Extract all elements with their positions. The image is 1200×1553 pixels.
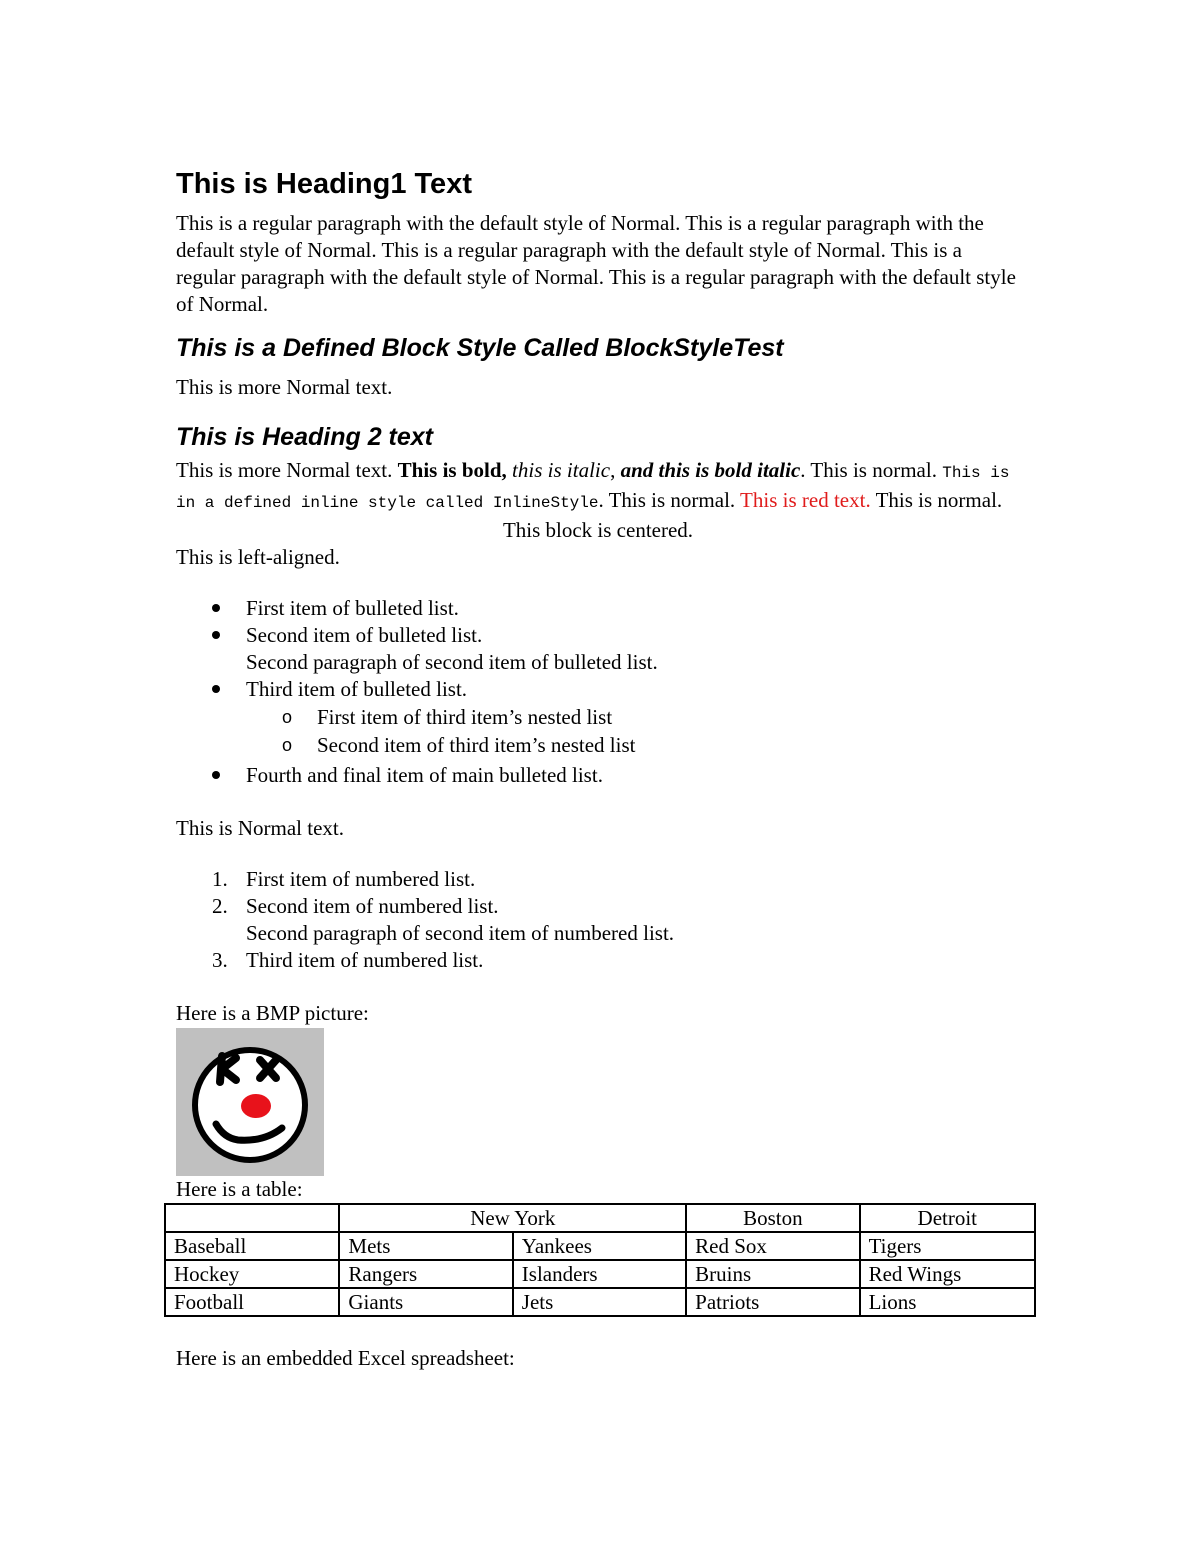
list-item-text: First item of bulleted list.: [246, 596, 459, 620]
table-row: [165, 1260, 1035, 1288]
mixed-text-1: This is more Normal text.: [176, 458, 398, 482]
bmp-picture-label: Here is a BMP picture:: [176, 1001, 369, 1025]
table-cell: Bruins: [686, 1260, 859, 1288]
table-cell: Rangers: [339, 1260, 512, 1288]
table-cell: Baseball: [165, 1232, 339, 1260]
list-number: 1.: [212, 867, 228, 891]
clown-face-icon: [176, 1028, 324, 1176]
nested-list-item: [246, 704, 1020, 731]
inline-style-text: This is in a defined inline style called InlineStyle: [176, 464, 1010, 512]
list-item-text: Second item of bulleted list.: [246, 623, 483, 647]
bullet-icon: [212, 604, 220, 612]
bulleted-list: [176, 595, 1020, 789]
bmp-picture: [176, 1028, 324, 1176]
mixed-text-3: ,: [610, 458, 621, 482]
block-style-heading: This is a Defined Block Style Called BlockStyleTest: [176, 334, 784, 362]
teams-table: [164, 1203, 1036, 1317]
list-item-second-paragraph: Second paragraph of second item of bulleted list.: [246, 650, 658, 674]
list-item: [176, 676, 1020, 759]
red-text: This is red text.: [740, 488, 871, 512]
nested-list: [246, 704, 1020, 759]
nested-list-item-text: First item of third item’s nested list: [317, 705, 613, 729]
numbered-list-item: [176, 947, 1020, 974]
table-cell: Red Wings: [860, 1260, 1035, 1288]
table-header-row: [165, 1204, 1035, 1232]
numbered-list-item: [176, 893, 1020, 947]
mixed-text-4: . This is normal.: [800, 458, 943, 482]
bullet-icon: [212, 685, 220, 693]
table-cell: Tigers: [860, 1232, 1035, 1260]
table-cell: Yankees: [513, 1232, 686, 1260]
mixed-text-6: This is normal.: [870, 488, 1003, 512]
table-row: [165, 1288, 1035, 1316]
numbered-list-item-text: Second item of numbered list.: [246, 894, 499, 918]
mixed-text-5: . This is normal.: [598, 488, 741, 512]
list-item-text: Fourth and final item of main bulleted list.: [246, 763, 603, 787]
numbered-list-item: [176, 866, 1020, 893]
normal-paragraph: This is a regular paragraph with the default style of Normal. This is a regular paragraph with the default style of Normal. This is a regular paragraph with the default style of Normal. This is a regular paragraph with the default style of Normal. This is a regular paragraph with the default style of Normal.: [176, 211, 1016, 316]
table-cell: Mets: [339, 1232, 512, 1260]
table-cell: Hockey: [165, 1260, 339, 1288]
numbered-list-item-text: First item of numbered list.: [246, 867, 476, 891]
table-cell: Islanders: [513, 1260, 686, 1288]
list-item: [176, 762, 1020, 789]
bold-text: This is bold,: [397, 458, 507, 482]
table-row: [165, 1232, 1035, 1260]
table-header-cell: [165, 1204, 339, 1232]
centered-text: This block is centered.: [502, 518, 694, 542]
nested-list-item-text: Second item of third item’s nested list: [317, 733, 636, 757]
table-label: Here is a table:: [176, 1177, 303, 1201]
excel-spreadsheet-label: Here is an embedded Excel spreadsheet:: [176, 1346, 515, 1370]
table-cell: Jets: [513, 1288, 686, 1316]
mixed-format-paragraph: [176, 457, 1020, 517]
numbered-list: [176, 866, 1020, 974]
table-cell: Giants: [339, 1288, 512, 1316]
numbered-list-item-second-paragraph: Second paragraph of second item of numbered list.: [246, 921, 675, 945]
table-header-cell: Boston: [686, 1204, 859, 1232]
heading1: This is Heading1 Text: [176, 168, 472, 200]
circle-bullet-icon: o: [282, 735, 293, 755]
list-item: [176, 595, 1020, 622]
heading2: This is Heading 2 text: [176, 423, 434, 451]
list-number: 3.: [212, 948, 228, 972]
table-cell: Patriots: [686, 1288, 859, 1316]
bold-italic-text: and this is bold italic: [620, 458, 801, 482]
nested-list-item: [246, 732, 1020, 759]
left-aligned-text: This is left-aligned.: [176, 545, 340, 569]
table-header-cell: Detroit: [860, 1204, 1035, 1232]
numbered-list-item-text: Third item of numbered list.: [246, 948, 484, 972]
bullet-icon: [212, 771, 220, 779]
normal-text: This is Normal text.: [176, 816, 344, 840]
list-item: [176, 622, 1020, 676]
table-cell: Football: [165, 1288, 339, 1316]
table-header-cell: New York: [339, 1204, 686, 1232]
circle-bullet-icon: o: [282, 707, 293, 727]
table-cell: Red Sox: [686, 1232, 859, 1260]
list-item-text: Third item of bulleted list.: [246, 677, 468, 701]
bullet-icon: [212, 631, 220, 639]
table-cell: Lions: [860, 1288, 1035, 1316]
italic-text: this is italic: [512, 458, 611, 482]
list-number: 2.: [212, 894, 228, 918]
more-normal-text: This is more Normal text.: [176, 375, 393, 399]
